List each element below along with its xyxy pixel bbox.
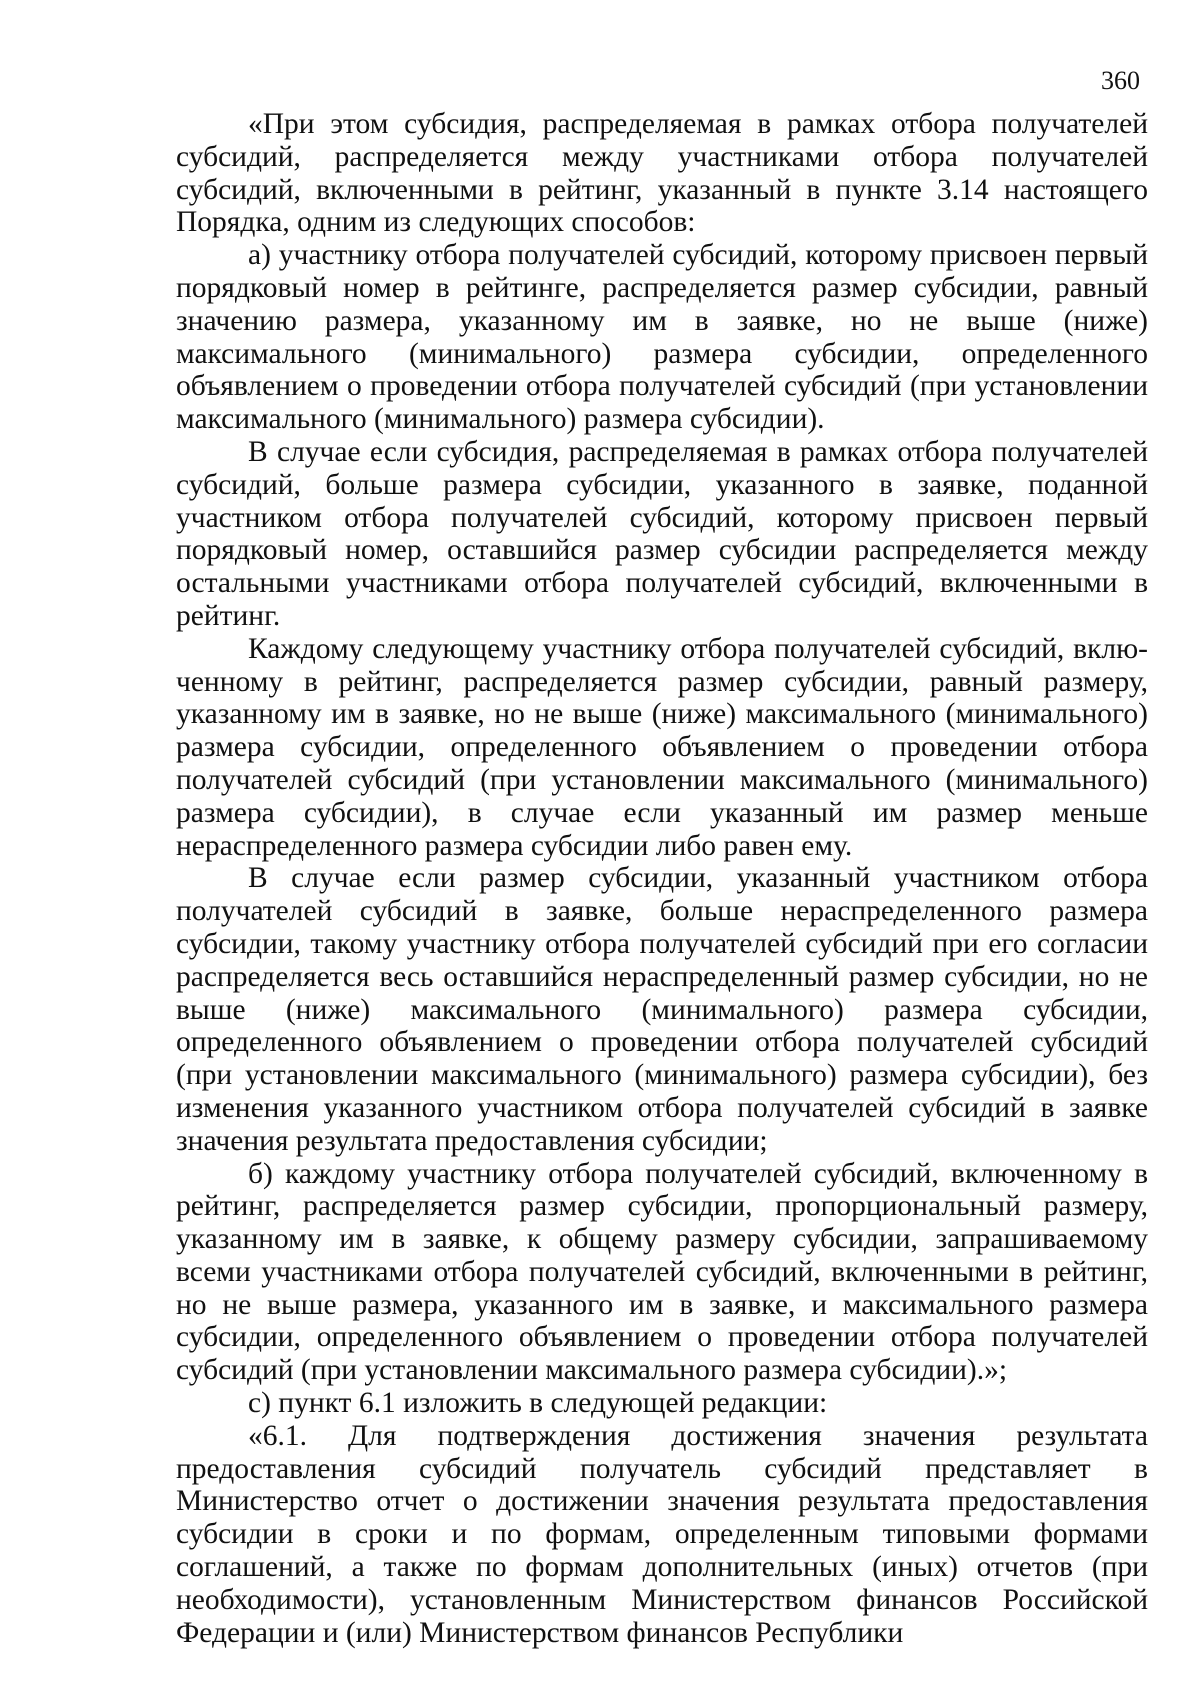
paragraph-method-a: а) участнику отбора получателей субсидий, которому присвоен первый порядковый номер в рейтинге, распределяется размер субсидии, равный значению размера, указанному им в заявке, но не выше (ниже) максимального (минимального) размера субсидии, определенного объявлением о проведении отбора получателей субсидий (при установлении максимального (минимального) размера субсидии).: [176, 239, 1148, 436]
paragraph-subsidy-distribution-intro: «При этом субсидия, распределяемая в рамках отбора получателей субсидий, распределяется между участниками отбора получателей субсидий, включенными в рейтинг, указанный в пункте 3.14 настоящего Порядка, одним из следующих способов:: [176, 108, 1148, 239]
page-number: 360: [1101, 66, 1140, 95]
paragraph-method-b: б) каждому участнику отбора получателей субсидий, включенному в рейтинг, распределяется размер субсидии, пропорциональный размеру, указанному им в заявке, к общему размеру субсидии, запрашиваемому всеми участниками отбора получателей субсидий, включенными в рейтинг, но не выше размера, указанного им в заявке, и максимального размера субсидии, определенного объявлением о проведении отбора получателей субсидий (при установлении максимального размера субсидии).»;: [176, 1157, 1148, 1387]
paragraph-remaining-subsidy: В случае если субсидия, распределяемая в рамках отбора получателей субсидий, больше размера субсидии, указанного в заявке, поданной участником отбора получателей субсидий, которому присвоен первый порядковый номер, оставшийся размер субсидии распределяется между остальными участниками отбора получателей субсидий, включенными в рейтинг.: [176, 435, 1148, 632]
paragraph-next-participant: Каждому следующему участнику отбора получателей субсидий, включенному в рейтинг, распределяется размер субсидии, равный размеру, указанному им в заявке, но не выше (ниже) максимального (минимального) размера субсидии, определенного объявлением о проведении отбора получателей субсидий (при установлении максимального (минимального) размера субсидии), в случае если указанный им размер меньше нераспределенного размера субсидии либо равен ему.: [176, 632, 1148, 862]
paragraph-exceeding-size: В случае если размер субсидии, указанный участником отбора получателей субсидий в заявке, больше нераспределенного размера субсидии, такому участнику отбора получателей субсидий при его согласии распределяется весь оставшийся нераспределенный размер субсидии, но не выше (ниже) максимального (минимального) размера субсидии, определенного объявлением о проведении отбора получателей субсидий (при установлении максимального (минимального) размера субсидии), без изменения указанного участником отбора получателей субсидий в заявке значения результата предоставления субсидии;: [176, 862, 1148, 1157]
paragraph-clause-6-1: «6.1. Для подтверждения достижения значения результата предоставления субсидий получатель субсидий представляет в Министерство отчет о достижении значения результата предоставления субсидии в сроки и по формам, определенным типовыми формами соглашений, а также по формам дополнительных (иных) отчетов (при необходимости), установленным Министерством финансов Российской Федерации и (или) Министерством финансов Республики: [176, 1419, 1148, 1649]
paragraph-item-c: с) пункт 6.1 изложить в следующей редакции:: [248, 1387, 828, 1420]
document-body: [176, 108, 1148, 1649]
